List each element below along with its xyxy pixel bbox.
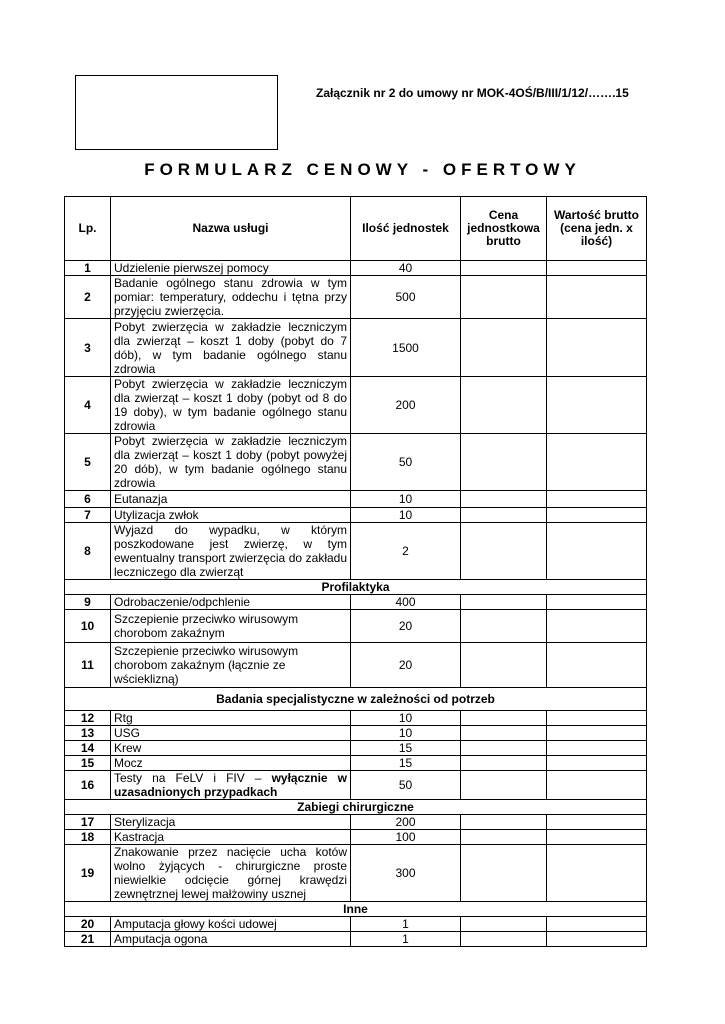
- total-value-cell[interactable]: [547, 756, 647, 771]
- quantity-cell: 10: [351, 508, 461, 523]
- unit-price-cell[interactable]: [461, 771, 547, 800]
- total-value-cell[interactable]: [547, 726, 647, 741]
- row-number: 4: [65, 377, 111, 434]
- row-number: 20: [65, 917, 111, 932]
- service-name-cell: Udzielenie pierwszej pomocy: [111, 261, 351, 276]
- section-heading: Inne: [65, 902, 647, 917]
- service-name-cell: Pobyt zwierzęcia w zakładzie leczniczym dla zwierząt – koszt 1 doby (pobyt od 8 do 19 doby), w tym badanie ogólnego stanu zdrowia: [111, 377, 351, 434]
- header-total-value: Wartość brutto (cena jedn. x ilość): [547, 197, 647, 261]
- service-name-cell: [111, 771, 351, 800]
- table-row: [65, 917, 647, 932]
- total-value-cell[interactable]: [547, 932, 647, 947]
- service-name-cell: Amputacja ogona: [111, 932, 351, 947]
- total-value-cell[interactable]: [547, 610, 647, 643]
- total-value-cell[interactable]: [547, 741, 647, 756]
- row-number: 5: [65, 434, 111, 491]
- total-value-cell[interactable]: [547, 815, 647, 830]
- table-row: [65, 595, 647, 610]
- unit-price-cell[interactable]: [461, 261, 547, 276]
- row-number: 8: [65, 523, 111, 580]
- section-row: [65, 580, 647, 595]
- total-value-cell[interactable]: [547, 276, 647, 319]
- service-name-cell: Pobyt zwierzęcia w zakładzie leczniczym dla zwierząt – koszt 1 doby (pobyt powyżej 20 dób), w tym badanie ogólnego stanu zdrowia: [111, 434, 351, 491]
- header-quantity: Ilość jednostek: [351, 197, 461, 261]
- row-number: 16: [65, 771, 111, 800]
- quantity-cell: 1500: [351, 319, 461, 377]
- price-form-table: [64, 196, 647, 947]
- row-number: 10: [65, 610, 111, 643]
- unit-price-cell[interactable]: [461, 815, 547, 830]
- table-row: [65, 261, 647, 276]
- row-number: 14: [65, 741, 111, 756]
- total-value-cell[interactable]: [547, 261, 647, 276]
- quantity-cell: 10: [351, 491, 461, 508]
- service-name-cell: Utylizacja zwłok: [111, 508, 351, 523]
- service-name: Testy na FeLV i FIV –: [114, 771, 262, 785]
- section-heading: Profilaktyka: [65, 580, 647, 595]
- table-row: [65, 741, 647, 756]
- unit-price-cell[interactable]: [461, 319, 547, 377]
- service-name-cell: Pobyt zwierzęcia w zakładzie leczniczym dla zwierząt – koszt 1 doby (pobyt do 7 dób), w tym badanie ogólnego stanu zdrowia: [111, 319, 351, 377]
- quantity-cell: 400: [351, 595, 461, 610]
- unit-price-cell[interactable]: [461, 491, 547, 508]
- quantity-cell: 50: [351, 771, 461, 800]
- unit-price-cell[interactable]: [461, 726, 547, 741]
- quantity-cell: 20: [351, 610, 461, 643]
- row-number: 7: [65, 508, 111, 523]
- table-row: [65, 319, 647, 377]
- table-row: [65, 610, 647, 643]
- quantity-cell: 15: [351, 756, 461, 771]
- section-heading: Zabiegi chirurgiczne: [65, 800, 647, 815]
- service-name-cell: Szczepienie przeciwko wirusowym chorobom zakaźnym: [111, 610, 351, 643]
- total-value-cell[interactable]: [547, 830, 647, 845]
- quantity-cell: 200: [351, 377, 461, 434]
- quantity-cell: 15: [351, 741, 461, 756]
- header-service-name: Nazwa usługi: [111, 197, 351, 261]
- quantity-cell: 1: [351, 917, 461, 932]
- service-name-emphasis: wyłącznie w uzasadnionych przypadkach: [114, 771, 348, 799]
- total-value-cell[interactable]: [547, 491, 647, 508]
- quantity-cell: 500: [351, 276, 461, 319]
- quantity-cell: 10: [351, 726, 461, 741]
- table-row: [65, 434, 647, 491]
- service-name-cell: Krew: [111, 741, 351, 756]
- row-number: 13: [65, 726, 111, 741]
- row-number: 11: [65, 643, 111, 688]
- table-row: [65, 508, 647, 523]
- total-value-cell[interactable]: [547, 508, 647, 523]
- unit-price-cell[interactable]: [461, 595, 547, 610]
- table-row: [65, 377, 647, 434]
- row-number: 9: [65, 595, 111, 610]
- table-row: [65, 726, 647, 741]
- total-value-cell[interactable]: [547, 711, 647, 726]
- unit-price-cell[interactable]: [461, 845, 547, 902]
- unit-price-cell[interactable]: [461, 610, 547, 643]
- unit-price-cell[interactable]: [461, 434, 547, 491]
- table-body: [65, 261, 647, 947]
- quantity-cell: 2: [351, 523, 461, 580]
- quantity-cell: 100: [351, 830, 461, 845]
- row-number: 18: [65, 830, 111, 845]
- table-row: [65, 771, 647, 800]
- service-name-cell: Kastracja: [111, 830, 351, 845]
- service-name-cell: Badanie ogólnego stanu zdrowia w tym pomiar: temperatury, oddechu i tętna przy przyjęciu zwierzęcia.: [111, 276, 351, 319]
- unit-price-cell[interactable]: [461, 756, 547, 771]
- total-value-cell[interactable]: [547, 917, 647, 932]
- header-lp: Lp.: [65, 197, 111, 261]
- quantity-cell: 50: [351, 434, 461, 491]
- total-value-cell[interactable]: [547, 771, 647, 800]
- total-value-cell[interactable]: [547, 845, 647, 902]
- table-header-row: [65, 197, 647, 261]
- service-name-cell: Eutanazja: [111, 491, 351, 508]
- header-unit-price: Cena jednostkowa brutto: [461, 197, 547, 261]
- service-name-cell: Wyjazd do wypadku, w którym poszkodowane jest zwierzę, w tym ewentualny transport zwierzęcia do zakładu leczniczego dla zwierząt: [111, 523, 351, 580]
- total-value-cell[interactable]: [547, 319, 647, 377]
- table-row: [65, 932, 647, 947]
- service-name-cell: Rtg: [111, 711, 351, 726]
- unit-price-cell[interactable]: [461, 932, 547, 947]
- unit-price-cell[interactable]: [461, 741, 547, 756]
- section-row: [65, 688, 647, 711]
- row-number: 2: [65, 276, 111, 319]
- table-row: [65, 845, 647, 902]
- service-name-cell: USG: [111, 726, 351, 741]
- unit-price-cell[interactable]: [461, 276, 547, 319]
- service-name-cell: Szczepienie przeciwko wirusowym chorobom zakaźnym (łącznie ze wścieklizną): [111, 643, 351, 688]
- row-number: 17: [65, 815, 111, 830]
- quantity-cell: 40: [351, 261, 461, 276]
- section-heading: Badania specjalistyczne w zależności od potrzeb: [65, 688, 647, 711]
- row-number: 6: [65, 491, 111, 508]
- table-row: [65, 830, 647, 845]
- table-row: [65, 756, 647, 771]
- table-row: [65, 643, 647, 688]
- section-row: [65, 902, 647, 917]
- quantity-cell: 200: [351, 815, 461, 830]
- unit-price-cell[interactable]: [461, 830, 547, 845]
- row-number: 19: [65, 845, 111, 902]
- table-row: [65, 711, 647, 726]
- table-row: [65, 815, 647, 830]
- unit-price-cell[interactable]: [461, 643, 547, 688]
- table-row: [65, 276, 647, 319]
- row-number: 3: [65, 319, 111, 377]
- row-number: 1: [65, 261, 111, 276]
- total-value-cell[interactable]: [547, 523, 647, 580]
- row-number: 12: [65, 711, 111, 726]
- section-row: [65, 800, 647, 815]
- unit-price-cell[interactable]: [461, 917, 547, 932]
- total-value-cell[interactable]: [547, 595, 647, 610]
- service-name-cell: Amputacja głowy kości udowej: [111, 917, 351, 932]
- total-value-cell[interactable]: [547, 434, 647, 491]
- service-name-cell: Znakowanie przez nacięcie ucha kotów wolno żyjących - chirurgiczne proste niewielkie odcięcie górnej krawędzi zewnętrznej lewej małżowiny usznej: [111, 845, 351, 902]
- annex-reference: Załącznik nr 2 do umowy nr MOK-4OŚ/B/III/1/12/…….15: [316, 86, 629, 100]
- row-number: 21: [65, 932, 111, 947]
- quantity-cell: 20: [351, 643, 461, 688]
- unit-price-cell[interactable]: [461, 508, 547, 523]
- quantity-cell: 1: [351, 932, 461, 947]
- service-name-cell: Mocz: [111, 756, 351, 771]
- row-number: 15: [65, 756, 111, 771]
- quantity-cell: 10: [351, 711, 461, 726]
- table-row: [65, 491, 647, 508]
- page-title: FORMULARZ CENOWY - OFERTOWY: [144, 160, 581, 179]
- table-row: [65, 523, 647, 580]
- unit-price-cell[interactable]: [461, 523, 547, 580]
- quantity-cell: 300: [351, 845, 461, 902]
- total-value-cell[interactable]: [547, 643, 647, 688]
- service-name-cell: Odrobaczenie/odpchlenie: [111, 595, 351, 610]
- service-name-cell: Sterylizacja: [111, 815, 351, 830]
- unit-price-cell[interactable]: [461, 711, 547, 726]
- stamp-box: [75, 75, 278, 150]
- unit-price-cell[interactable]: [461, 377, 547, 434]
- total-value-cell[interactable]: [547, 377, 647, 434]
